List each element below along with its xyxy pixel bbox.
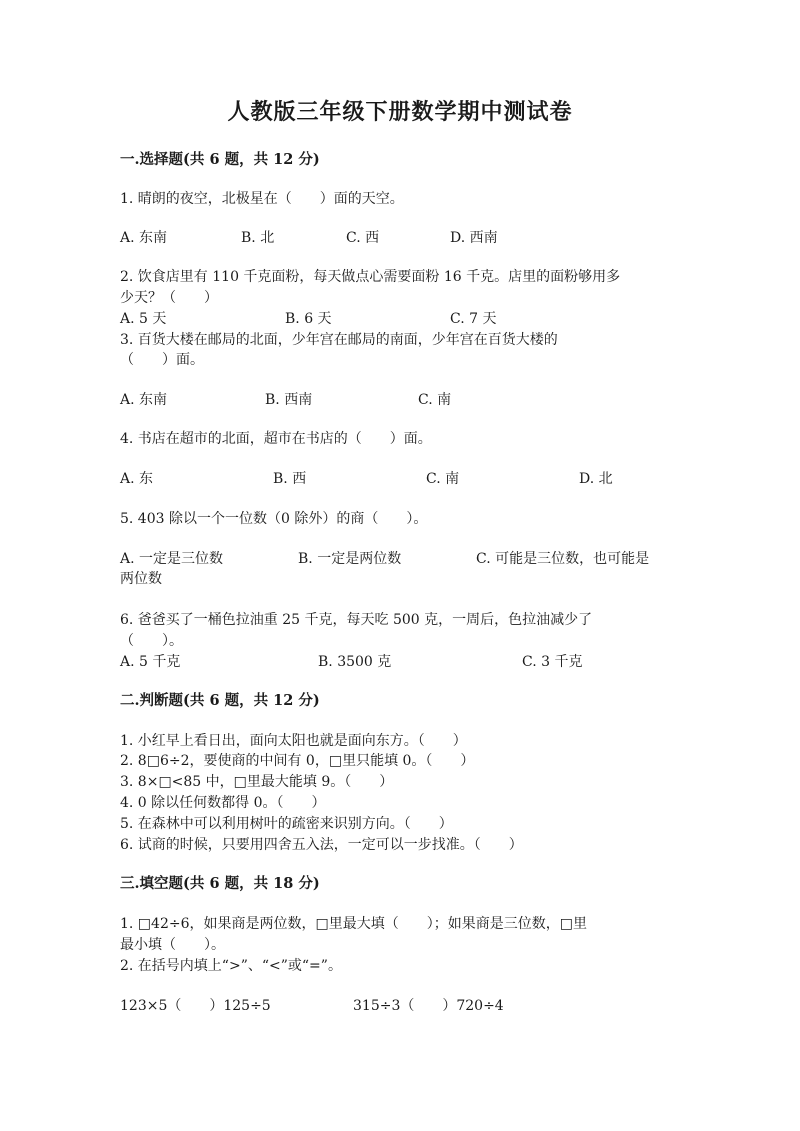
fill-item: 2. 在括号内填上“>”、“<”或“=”。 [120, 958, 342, 974]
option-a: A. 东南 [120, 230, 168, 246]
question-stem: 6. 爸爸买了一桶色拉油重 25 千克，每天吃 500 克，一周后，色拉油减少了 [120, 612, 593, 628]
option-b: B. 西南 [265, 392, 313, 408]
option-c: C. 南 [418, 392, 452, 408]
option-d: D. 北 [579, 471, 613, 487]
option-c: C. 可能是三位数，也可能是 [476, 551, 650, 567]
page-title: 人教版三年级下册数学期中测试卷 [227, 99, 573, 125]
option-b: B. 6 天 [285, 311, 332, 327]
option-c: C. 南 [426, 471, 460, 487]
option-b: B. 一定是两位数 [298, 551, 402, 567]
judgement-item: 3. 8×□<85 中，□里最大能填 9。（ ） [120, 774, 394, 790]
judgement-item: 2. 8□6÷2，要使商的中间有 0，□里只能填 0。（ ） [120, 753, 475, 769]
option-a: A. 东南 [120, 392, 168, 408]
comparison-2: 315÷3（ ）720÷4 [353, 998, 504, 1014]
option-a: A. 东 [120, 471, 154, 487]
question-stem: 1. 晴朗的夜空，北极星在（ ）面的天空。 [120, 191, 404, 207]
section-heading-judgement: 二.判断题(共 6 题，共 12 分) [120, 692, 320, 709]
judgement-item: 4. 0 除以任何数都得 0。（ ） [120, 795, 326, 811]
section-heading-fill: 三.填空题(共 6 题，共 18 分) [120, 875, 320, 892]
option-b: B. 北 [241, 230, 275, 246]
option-c: C. 西 [346, 230, 380, 246]
section-heading-choice: 一.选择题(共 6 题，共 12 分) [120, 151, 320, 168]
option-a: A. 5 千克 [120, 654, 181, 670]
question-stem-cont: （ ）。 [120, 633, 183, 649]
question-stem: 2. 饮食店里有 110 千克面粉，每天做点心需要面粉 16 千克。店里的面粉够用多 [120, 269, 621, 285]
option-a: A. 一定是三位数 [120, 551, 224, 567]
question-stem: 3. 百货大楼在邮局的北面，少年宫在邮局的南面，少年宫在百货大楼的 [120, 332, 558, 348]
judgement-item: 6. 试商的时候，只要用四舍五入法，一定可以一步找准。（ ） [120, 837, 523, 853]
question-stem: 4. 书店在超市的北面，超市在书店的（ ）面。 [120, 431, 432, 447]
option-b: B. 3500 克 [318, 654, 392, 670]
fill-item: 1. □42÷6，如果商是两位数，□里最大填（ ）；如果商是三位数，□里 [120, 916, 587, 932]
option-c: C. 3 千克 [522, 654, 583, 670]
question-stem: 5. 403 除以一个一位数（0 除外）的商（ ）。 [120, 511, 428, 527]
judgement-item: 5. 在森林中可以利用树叶的疏密来识别方向。（ ） [120, 816, 453, 832]
option-b: B. 西 [273, 471, 307, 487]
option-a: A. 5 天 [120, 311, 167, 327]
judgement-item: 1. 小红早上看日出，面向太阳也就是面向东方。（ ） [120, 733, 467, 749]
comparison-1: 123×5（ ）125÷5 [120, 998, 271, 1014]
fill-item-cont: 最小填（ ）。 [120, 937, 225, 953]
question-stem-cont: （ ）面。 [120, 352, 204, 368]
option-d: D. 西南 [450, 230, 498, 246]
option-c-cont: 两位数 [120, 571, 162, 587]
question-stem-cont: 少天？（ ） [120, 290, 218, 306]
option-c: C. 7 天 [450, 311, 497, 327]
